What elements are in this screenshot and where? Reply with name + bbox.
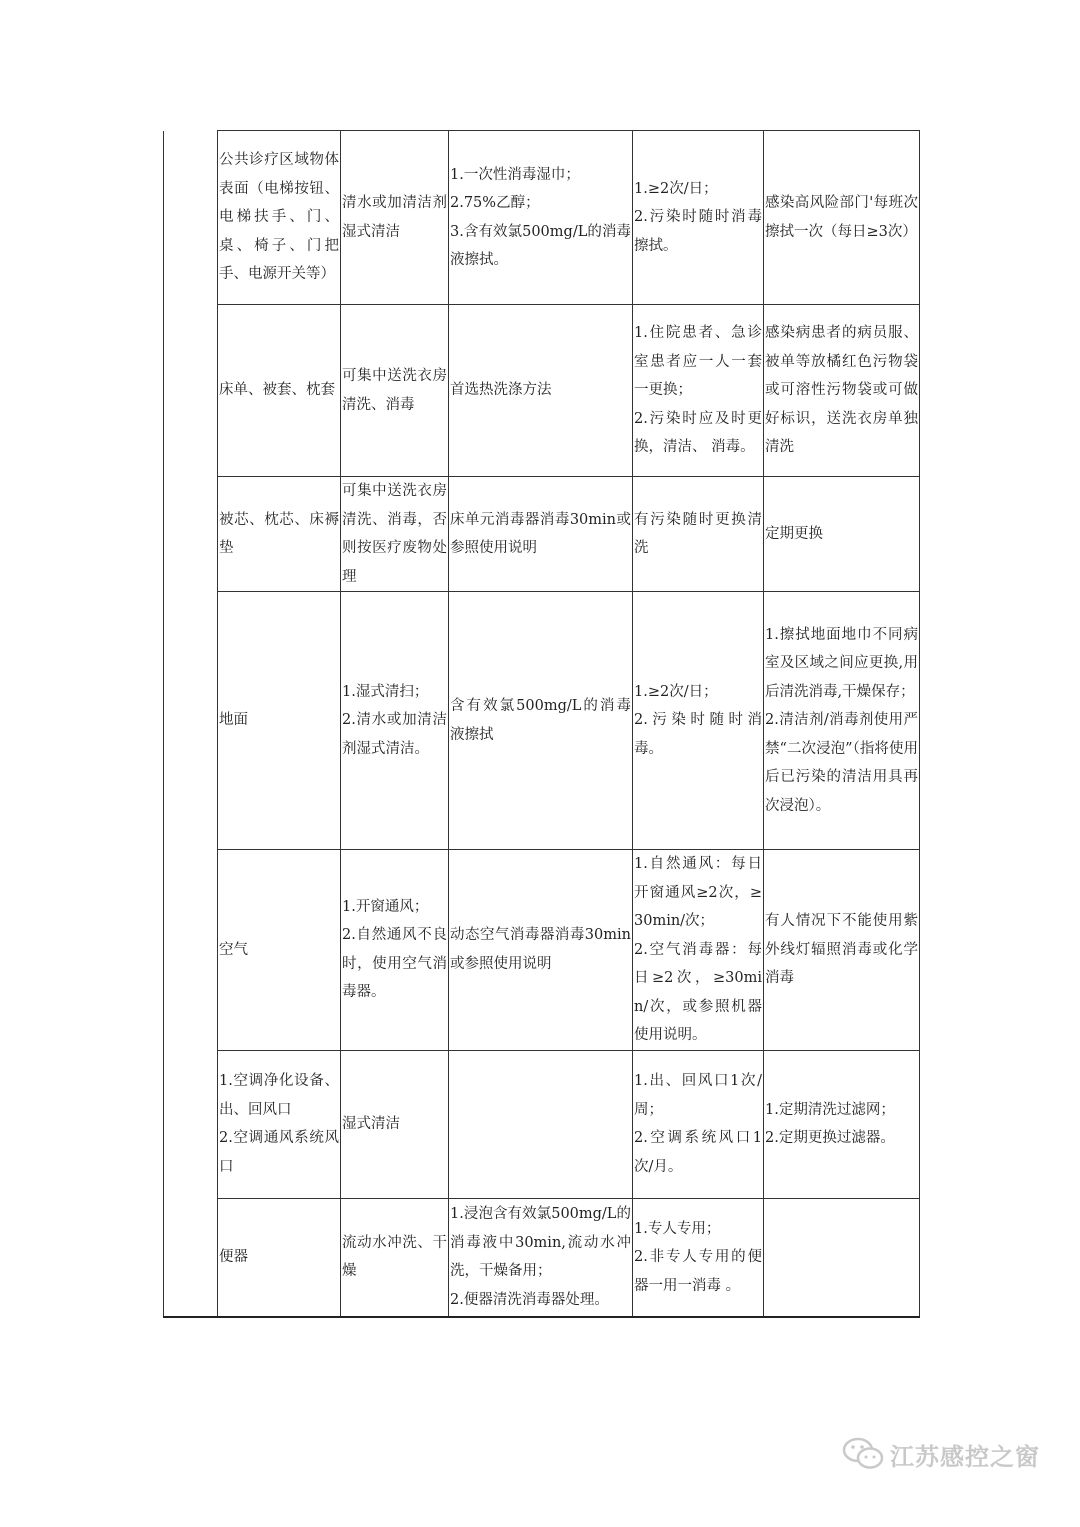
cell-line: 2.空气消毒器：每日≥2次，≥30min/次，或参照机器使用说明。 (634, 941, 762, 1043)
cell-line: 2.定期更换过滤器。 (765, 1130, 895, 1146)
cell-line: 2.75%乙醇； (450, 195, 540, 211)
item-cell (218, 305, 341, 477)
cell-line: 感染高风险部门'每班次擦拭一次（每日≥3次） (765, 195, 918, 240)
method-cell (341, 1198, 449, 1317)
cell-line: 首选热洗涤方法 (450, 382, 552, 399)
frequency-cell (633, 1050, 764, 1198)
watermark (842, 1432, 1040, 1476)
cell-line: 1.空调净化设备、出、回风口 (219, 1073, 339, 1118)
cell-line: 空气 (219, 941, 248, 958)
item-cell (218, 131, 341, 305)
cell-line: 1.一次性消毒湿巾； (450, 166, 580, 183)
item-cell (218, 1198, 341, 1317)
table-row (164, 131, 920, 305)
cell-line: 1.定期清洗过滤网； (765, 1101, 895, 1118)
cell-line: 地面 (219, 712, 248, 729)
notes-cell (764, 1198, 920, 1317)
table-row (164, 592, 920, 850)
cell-line: 动态空气消毒器消毒30min或参照使用说明 (450, 927, 631, 972)
category-cell (164, 131, 218, 1318)
disinfect-cell (449, 131, 633, 305)
item-cell (218, 1050, 341, 1198)
cell-line: 定期更换 (765, 525, 823, 542)
method-cell (341, 477, 449, 592)
cell-line: 有人情况下不能使用紫外线灯辐照消毒或化学消毒 (765, 913, 918, 986)
disinfect-cell (449, 850, 633, 1051)
cell-line: 清水或加清洁剂湿式清洁 (342, 195, 447, 240)
cell-line: 床单、被套、枕套 (219, 382, 335, 399)
cell-line: 被芯、枕芯、床褥垫 (219, 511, 339, 556)
cell-line: 1.擦拭地面地巾不同病室及区域之间应更换,用后清洗消毒,干燥保存； (765, 626, 918, 700)
cell-line: 2.自然通风不良时，使用空气消毒器。 (342, 927, 447, 1001)
notes-cell (764, 305, 920, 477)
frequency-cell (633, 592, 764, 850)
item-cell (218, 850, 341, 1051)
cell-line: 2.清洁剂/消毒剂使用严禁“二次浸泡”（指将使用后已污染的清洁用具再次浸泡）。 (765, 712, 918, 814)
frequency-cell (633, 1198, 764, 1317)
method-cell (341, 131, 449, 305)
cell-line: 1.≥2次/日； (634, 180, 718, 197)
method-cell (341, 1050, 449, 1198)
frequency-cell (633, 131, 764, 305)
cell-line: 2.非专人专用的便器一用一消毒 。 (634, 1249, 762, 1294)
table-row (164, 305, 920, 477)
table-row (164, 1198, 920, 1317)
cell-line: 3.含有效氯500mg/L的消毒液擦拭。 (450, 223, 631, 268)
notes-cell (764, 1050, 920, 1198)
cell-line: 1.开窗通风； (342, 898, 429, 915)
cell-line: 1.≥2次/日； (634, 683, 718, 700)
disinfect-cell (449, 592, 633, 850)
disinfect-cell (449, 1198, 633, 1317)
cell-line: 2.污染时随时消毒。 (634, 712, 762, 757)
cell-line: 感染病患者的病员服、被单等放橘红色污物袋或可溶性污物袋或可做好标识，送洗衣房单独清洗 (765, 325, 918, 456)
notes-cell (764, 477, 920, 592)
wechat-icon (842, 1436, 884, 1472)
cell-line: 可集中送洗衣房清洗、消毒 (342, 368, 447, 413)
cell-line: 2.污染时应及时更换，清洁、 消毒。 (634, 410, 762, 456)
notes-cell (764, 592, 920, 850)
cell-line: 1.自然通风：每日开窗通风≥2次，≥30min/次； (634, 856, 762, 929)
frequency-cell (633, 305, 764, 477)
cell-line: 2.清水或加清洁剂湿式清洁。 (342, 712, 447, 757)
table-row (164, 850, 920, 1051)
cell-line: 1.浸泡含有效氯500mg/L的消毒液中30min,流动水冲洗，干燥备用； (450, 1206, 631, 1280)
notes-cell (764, 850, 920, 1051)
cell-line: 1.出、回风口1次/周； (634, 1073, 762, 1118)
cell-line: 公共诊疗区域物体表面（电梯按钮、电梯扶手、门、桌、椅子、门把手、电源开关等） (219, 152, 339, 283)
method-cell (341, 592, 449, 850)
cell-line: 含有效氯500mg/L的消毒液擦拭 (450, 698, 631, 743)
table-row (164, 1050, 920, 1198)
table-body (164, 131, 920, 1318)
disinfection-table (163, 130, 920, 1318)
cell-line: 床单元消毒器消毒30min或参照使用说明 (450, 511, 631, 556)
cell-line: 2.空调通风系统风口 (219, 1130, 339, 1175)
table-row (164, 477, 920, 592)
cell-line: 可集中送洗衣房清洗、消毒，否则按医疗废物处理 (342, 483, 447, 585)
method-cell (341, 850, 449, 1051)
disinfect-cell (449, 305, 633, 477)
notes-cell (764, 131, 920, 305)
disinfect-cell (449, 1050, 633, 1198)
cell-line: 2.污染时随时消毒擦拭。 (634, 209, 762, 254)
frequency-cell (633, 477, 764, 592)
cell-line: 2.便器清洗消毒器处理。 (450, 1291, 609, 1308)
cell-line: 1.专人专用； (634, 1220, 721, 1237)
cell-line: 有污染随时更换清洗 (634, 511, 762, 556)
method-cell (341, 305, 449, 477)
item-cell (218, 592, 341, 850)
disinfect-cell (449, 477, 633, 592)
watermark-text: 江苏感控之窗 (890, 1442, 1040, 1471)
cell-line: 2.空调系统风口1次/月。 (634, 1130, 762, 1175)
cell-line: 湿式清洁 (342, 1115, 400, 1132)
cell-line: 便器 (219, 1249, 248, 1265)
item-cell (218, 477, 341, 592)
frequency-cell (633, 850, 764, 1051)
cell-line: 流动水冲洗、干燥 (342, 1234, 447, 1280)
cell-line: 1.住院患者、急诊室患者应一人一套一更换； (634, 325, 762, 399)
cell-line: 1.湿式清扫； (342, 683, 429, 700)
